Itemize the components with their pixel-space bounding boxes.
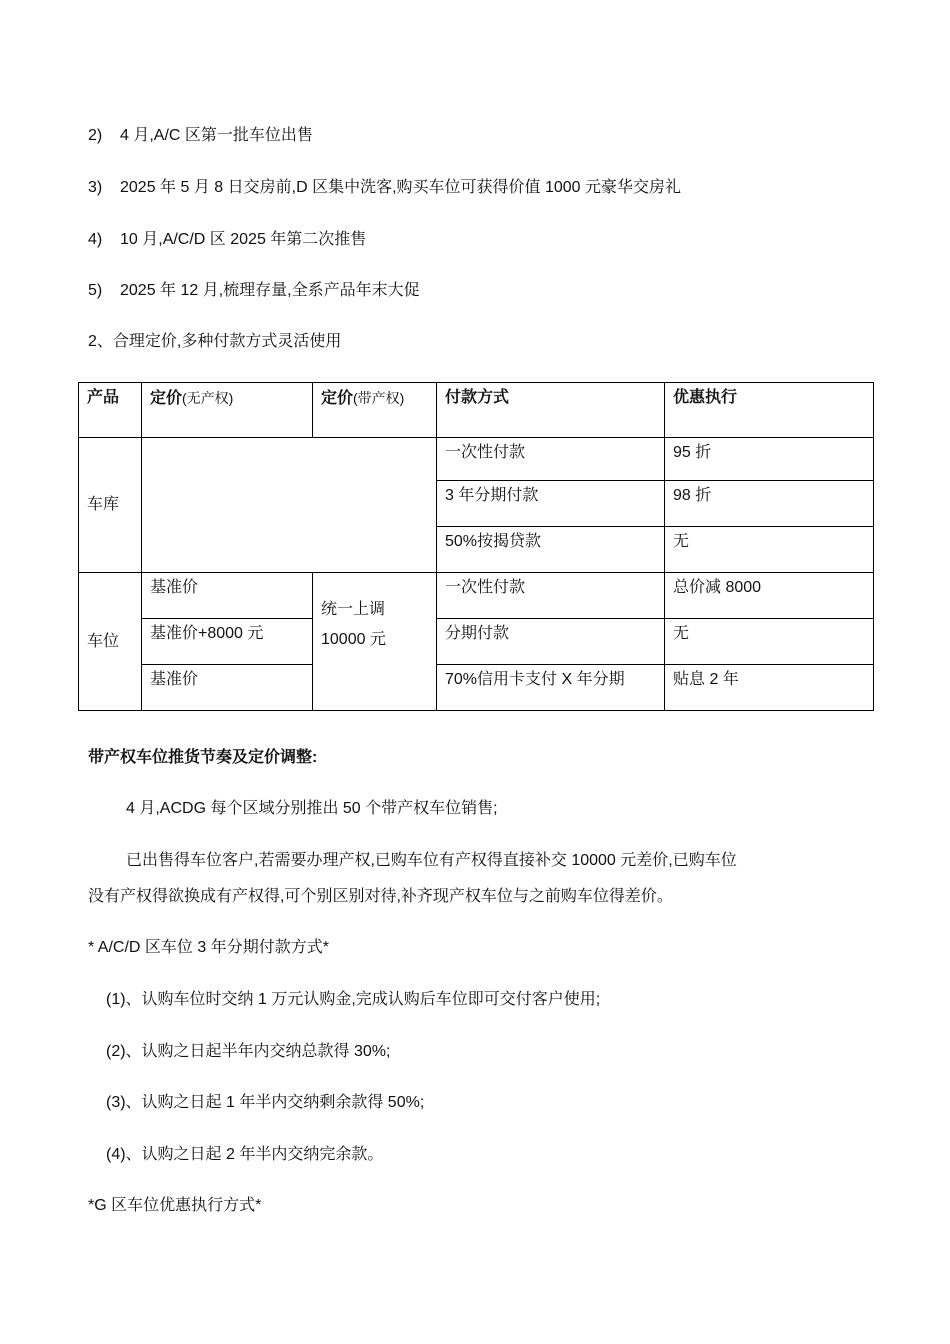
section-heading: 2、合理定价,多种付款方式灵活使用 bbox=[88, 333, 342, 350]
product-parking: 车位 bbox=[79, 573, 142, 711]
price-cell: 基准价 bbox=[142, 665, 313, 711]
price-adjust-line2: 10000 元 bbox=[321, 631, 386, 648]
g-zone-title: *G 区车位优惠执行方式* bbox=[88, 1197, 262, 1214]
table-row bbox=[79, 665, 874, 711]
installment-step: (2)、认购之日起半年内交纳总款得 30%; bbox=[106, 1043, 391, 1060]
installment-step: (1)、认购车位时交纳 1 万元认购金,完成认购后车位即可交付客户使用; bbox=[106, 991, 601, 1008]
payment-cell: 一次性付款 bbox=[437, 438, 665, 481]
discount-cell: 无 bbox=[665, 527, 874, 573]
header-discount: 优惠执行 bbox=[665, 383, 874, 438]
header-product: 产品 bbox=[79, 383, 142, 438]
table-row bbox=[79, 619, 874, 665]
header-price-no-title: 定价(无产权) bbox=[142, 383, 313, 438]
price-with-title-cell bbox=[313, 573, 437, 711]
list-item bbox=[88, 177, 681, 199]
list-text: 10 月,A/C/D 区 2025 年第二次推售 bbox=[120, 231, 367, 248]
payment-cell: 一次性付款 bbox=[437, 573, 665, 619]
discount-cell: 贴息 2 年 bbox=[665, 665, 874, 711]
price-cell: 基准价+8000 元 bbox=[142, 619, 313, 665]
list-item bbox=[88, 125, 313, 147]
list-text: 2025 年 12 月,梳理存量,全系产品年末大促 bbox=[120, 282, 420, 299]
paragraph-line: 已出售得车位客户,若需要办理产权,已购车位有产权得直接补交 10000 元差价,已购车位 bbox=[126, 852, 737, 869]
discount-cell: 无 bbox=[665, 619, 874, 665]
discount-cell: 95 折 bbox=[665, 438, 874, 481]
table-header-row bbox=[79, 383, 874, 438]
product-garage: 车库 bbox=[79, 438, 142, 573]
pricing-table bbox=[78, 382, 874, 711]
installment-step: (4)、认购之日起 2 年半内交纳完余款。 bbox=[106, 1146, 384, 1163]
list-item bbox=[88, 229, 366, 251]
list-text: 2025 年 5 月 8 日交房前,D 区集中洗客,购买车位可获得价值 1000 元豪华交房礼 bbox=[120, 179, 681, 196]
payment-cell: 分期付款 bbox=[437, 619, 665, 665]
list-number: 5) bbox=[88, 282, 103, 299]
price-cell: 基准价 bbox=[142, 573, 313, 619]
header-payment: 付款方式 bbox=[437, 383, 665, 438]
subheading: 带产权车位推货节奏及定价调整: bbox=[88, 749, 318, 766]
price-adjust-line1: 统一上调 bbox=[321, 601, 386, 618]
installment-step: (3)、认购之日起 1 年半内交纳剩余款得 50%; bbox=[106, 1094, 425, 1111]
header-price-with-title: 定价(带产权) bbox=[313, 383, 437, 438]
installment-title: * A/C/D 区车位 3 年分期付款方式* bbox=[88, 939, 329, 956]
discount-cell: 98 折 bbox=[665, 481, 874, 527]
payment-cell: 50%按揭贷款 bbox=[437, 527, 665, 573]
list-number: 3) bbox=[88, 179, 103, 196]
list-item bbox=[88, 280, 420, 302]
payment-cell: 3 年分期付款 bbox=[437, 481, 665, 527]
list-number: 2) bbox=[88, 127, 103, 144]
payment-cell: 70%信用卡支付 X 年分期 bbox=[437, 665, 665, 711]
table-row bbox=[79, 573, 874, 619]
list-text: 4 月,A/C 区第一批车位出售 bbox=[120, 127, 313, 144]
garage-price-empty bbox=[142, 438, 437, 573]
paragraph-line: 没有产权得欲换成有产权得,可个别区别对待,补齐现产权车位与之前购车位得差价。 bbox=[88, 888, 673, 905]
discount-cell: 总价减 8000 bbox=[665, 573, 874, 619]
list-number: 4) bbox=[88, 231, 103, 248]
paragraph: 4 月,ACDG 每个区域分别推出 50 个带产权车位销售; bbox=[126, 800, 498, 817]
table-row bbox=[79, 438, 874, 481]
